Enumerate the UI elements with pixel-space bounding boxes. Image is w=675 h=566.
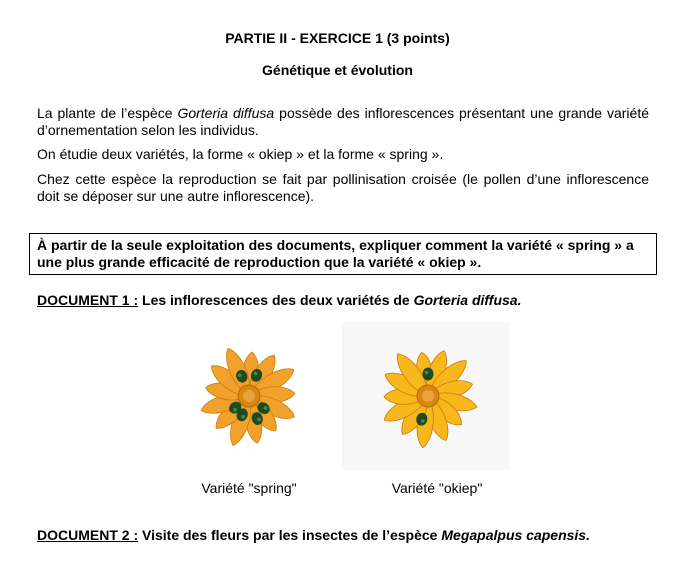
- caption-okiep: Variété "okiep": [391, 480, 483, 496]
- document-2-species: Megapalpus capensis.: [441, 527, 590, 543]
- exercise-subtitle: Génétique et évolution: [262, 62, 413, 78]
- flower-okiep-image: [342, 322, 510, 470]
- intro-paragraph-3: Chez cette espèce la reproduction se fait par pollinisation croisée (le pollen d’une inflorescence doit se déposer sur une autre inflorescence).: [37, 171, 649, 204]
- flower-center-inner: [243, 390, 255, 402]
- petal-spot: [423, 368, 434, 381]
- document-2-heading: [37, 527, 590, 543]
- flower-spring-image: [165, 322, 333, 470]
- document-1-heading: [37, 292, 521, 308]
- flower-center-inner: [422, 390, 434, 402]
- exercise-title: PARTIE II - EXERCICE 1 (3 points): [225, 30, 450, 46]
- document-2-label: DOCUMENT 2 :: [37, 527, 139, 543]
- intro-text: possède des inflorescences présentant une grande variété d’ornementation selon les individus.: [37, 105, 649, 138]
- question-box: À partir de la seule exploitation des documents, expliquer comment la variété « spring » a une plus grande efficacité de reproduction que la variété « okiep ».: [29, 233, 657, 275]
- document-2-text: Visite des fleurs par les insectes de l’espèce: [138, 527, 442, 543]
- document-1-label: DOCUMENT 1 :: [37, 292, 139, 308]
- document-1-species: Gorteria diffusa.: [413, 292, 522, 308]
- flower-spring-drawing: [165, 322, 333, 470]
- intro-paragraph-1: [37, 105, 649, 139]
- caption-spring: Variété "spring": [201, 480, 297, 496]
- species-name: Gorteria diffusa: [177, 105, 275, 121]
- document-1-text: Les inflorescences des deux variétés de: [138, 292, 414, 308]
- flower-okiep-drawing: [342, 322, 510, 470]
- intro-paragraph-2: On étudie deux variétés, la forme « okiep » et la forme « spring ».: [37, 146, 444, 162]
- intro-text: La plante de l’espèce: [37, 105, 178, 121]
